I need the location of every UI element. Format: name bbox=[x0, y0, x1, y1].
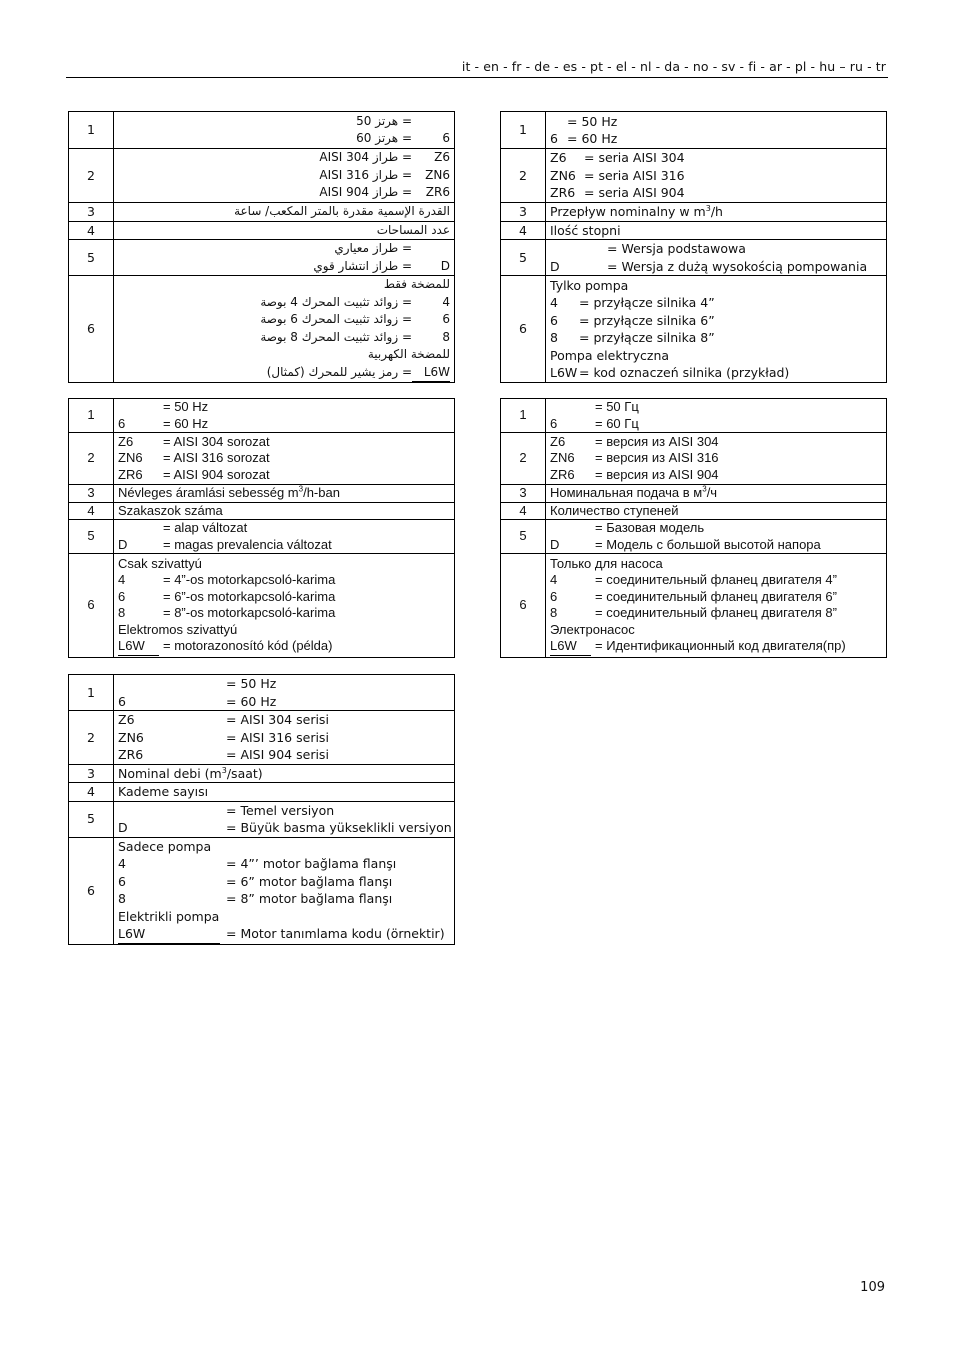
cell-series: Z6 = версия из AISI 304 ZN6 = версия из AISI 316 ZR6 = версия из AISI 904 bbox=[546, 433, 887, 485]
cell-version: = Базовая модель D = Модель с большой высотой напора bbox=[546, 520, 887, 554]
cell-frequency: = 50 Гц 6 = 60 Гц bbox=[546, 399, 887, 433]
row-number: 3 bbox=[501, 485, 546, 503]
row-number: 3 bbox=[69, 203, 114, 222]
cell-stages: عدد المساحات bbox=[114, 221, 455, 240]
row-number: 2 bbox=[69, 149, 114, 203]
row-number: 1 bbox=[501, 112, 546, 149]
cell-flow: القدرة الإسمية مقدرة بالمتر المكعب/ ساعة bbox=[114, 203, 455, 222]
row-number: 6 bbox=[69, 276, 114, 383]
row-number: 1 bbox=[69, 112, 114, 149]
table-ar bbox=[68, 111, 455, 383]
cell-flow: Номинальная подача в $м^3/ч$ bbox=[546, 485, 887, 503]
cell-stages: Szakaszok száma bbox=[114, 502, 455, 520]
row-number: 1 bbox=[501, 399, 546, 433]
cell-frequency: = 50 Hz 6 = 60 Hz bbox=[114, 399, 455, 433]
cell-flow: Przepływ nominalny w $m^3/h$ bbox=[546, 203, 887, 222]
cell-series: Z6 = AISI 304 sorozat ZN6 = AISI 316 sorozat ZR6 = AISI 904 sorozat bbox=[114, 433, 455, 485]
row-number: 5 bbox=[69, 801, 114, 837]
cell-stages: Количество ступеней bbox=[546, 502, 887, 520]
row-number: 4 bbox=[501, 221, 546, 240]
cell-version: = alap változat D = magas prevalencia változat bbox=[114, 520, 455, 554]
row-number: 4 bbox=[501, 502, 546, 520]
cell-flow: Nominal debi $(m^3/saat)$ bbox=[114, 764, 455, 783]
cell-version: طراز معياري = طراز انتشار قوي = D bbox=[114, 240, 455, 276]
row-number: 2 bbox=[501, 433, 546, 485]
row-number: 6 bbox=[501, 276, 546, 383]
cell-series: Z6 = seria AISI 304 ZN6 = seria AISI 316 ZR6 = seria AISI 904 bbox=[546, 149, 887, 203]
table-hu bbox=[68, 398, 455, 658]
row-number: 1 bbox=[69, 675, 114, 711]
cell-connection: Sadece pompa 4 = 4”’ motor bağlama flanşı 6 = 6” motor bağlama flanşı 8 = 8” motor bağlama flanşı Elektrikli pompa L6W = Motor tanımlama kodu (örnektir) bbox=[114, 837, 455, 944]
row-number: 6 bbox=[69, 554, 114, 658]
table-pl bbox=[500, 111, 887, 383]
row-number: 6 bbox=[501, 554, 546, 658]
cell-connection: Tylko pompa 4 = przyłącze silnika 4” 6 = przyłącze silnika 6” 8 = przyłącze silnika 8” Pompa elektryczna L6W = kod oznaczeń silnika (przykład) bbox=[546, 276, 887, 383]
row-number: 1 bbox=[69, 399, 114, 433]
row-number: 5 bbox=[501, 520, 546, 554]
row-number: 4 bbox=[69, 221, 114, 240]
table-tr bbox=[68, 674, 455, 945]
row-number: 4 bbox=[69, 783, 114, 802]
header-rule bbox=[66, 77, 888, 78]
row-number: 3 bbox=[69, 485, 114, 503]
cell-connection: Только для насоса 4 = соединительный фланец двигателя 4” 6 = соединительный фланец двигателя 6” 8 = соединительный фланец двигателя 8” Электронасос L6W = Идентификационный код двигателя(пр) bbox=[546, 554, 887, 658]
language-list: it - en - fr - de - es - pt - el - nl - da - no - sv - fi - ar - pl - hu – ru - tr bbox=[461, 59, 886, 74]
cell-frequency: = 50 Hz 6 = 60 Hz bbox=[114, 675, 455, 711]
cell-version: = Wersja podstawowa D = Wersja z dużą wysokością pompowania bbox=[546, 240, 887, 276]
row-number: 2 bbox=[69, 711, 114, 765]
cell-connection: للمضخة فقط زوائد تثبيت المحرك 4 بوصة = 4 زوائد تثبيت المحرك 6 بوصة = 6 زوائد تثبيت المحرك 8 بوصة = 8 للمضخة الكهربية رمز يشير للمحرك (كمثال) = L6W bbox=[114, 276, 455, 383]
cell-stages: Kademe sayısı bbox=[114, 783, 455, 802]
row-number: 5 bbox=[69, 520, 114, 554]
table-ru bbox=[500, 398, 887, 658]
cell-series: Z6 = AISI 304 serisi ZN6 = AISI 316 serisi ZR6 = AISI 904 serisi bbox=[114, 711, 455, 765]
cell-connection: Csak szivattyú 4 = 4”-os motorkapcsoló-karima 6 = 6”-os motorkapcsoló-karima 8 = 8”-os motorkapcsoló-karima Elektromos szivattyú L6W = motorazonosító kód (példa) bbox=[114, 554, 455, 658]
row-number: 2 bbox=[501, 149, 546, 203]
row-number: 6 bbox=[69, 837, 114, 944]
cell-frequency: 50 هرتز = 60 هرتز = 6 bbox=[114, 112, 455, 149]
cell-stages: Ilość stopni bbox=[546, 221, 887, 240]
cell-version: = Temel versiyon D = Büyük basma yükseklikli versiyon bbox=[114, 801, 455, 837]
row-number: 5 bbox=[501, 240, 546, 276]
row-number: 4 bbox=[69, 502, 114, 520]
cell-flow: Névleges áramlási sebesség $m^3/h$-ban bbox=[114, 485, 455, 503]
cell-series: AISI 304 طراز = Z6 AISI 316 طراز = ZN6 AISI 904 طراز = ZR6 bbox=[114, 149, 455, 203]
row-number: 2 bbox=[69, 433, 114, 485]
page-number: 109 bbox=[860, 1280, 885, 1295]
row-number: 3 bbox=[501, 203, 546, 222]
row-number: 3 bbox=[69, 764, 114, 783]
row-number: 5 bbox=[69, 240, 114, 276]
cell-frequency: = 50 Hz 6 = 60 Hz bbox=[546, 112, 887, 149]
